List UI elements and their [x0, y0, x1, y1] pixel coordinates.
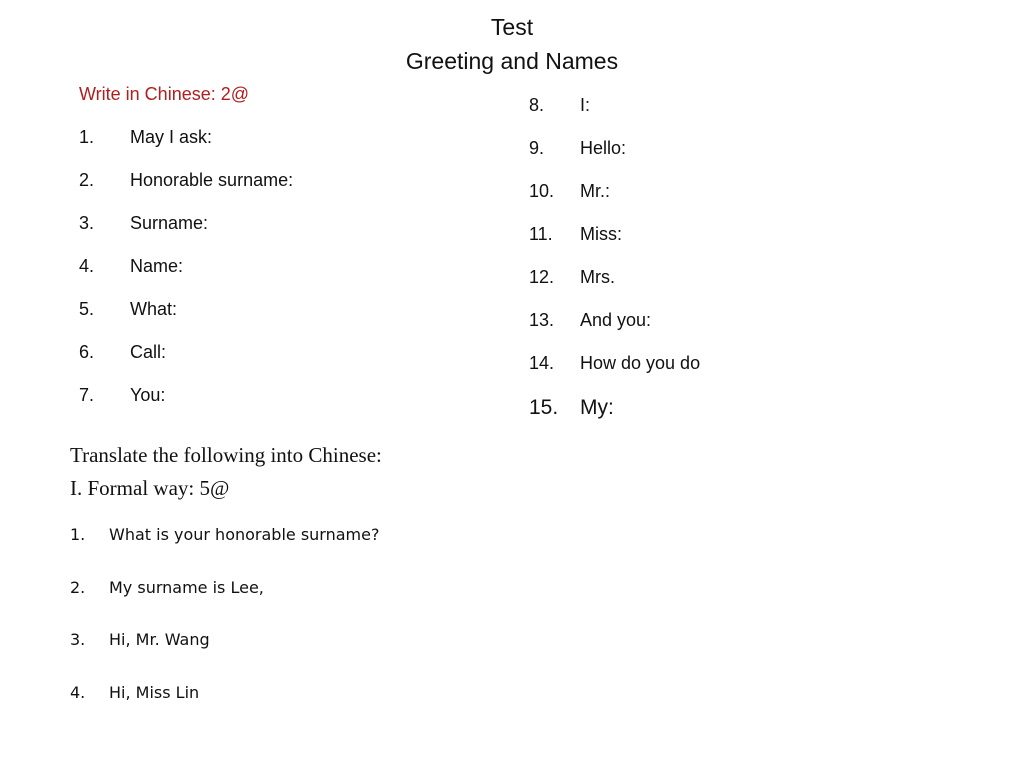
vocab-number: 14. — [529, 353, 555, 373]
vocab-text: I: — [580, 95, 591, 115]
vocab-text: You: — [130, 385, 166, 405]
vocab-number: 15. — [529, 396, 559, 419]
vocab-text: How do you do — [580, 353, 701, 373]
vocab-text: Name: — [130, 256, 184, 276]
vocab-number: 1. — [79, 127, 95, 147]
vocab-text: Mrs. — [580, 267, 615, 287]
vocab-text: Miss: — [580, 224, 622, 244]
section-heading-write-in-chinese: Write in Chinese: 2@ — [79, 84, 250, 104]
sentence-text: What is your honorable surname? — [109, 525, 380, 544]
sentence-text: Hi, Mr. Wang — [109, 630, 210, 649]
vocab-number: 10. — [529, 181, 555, 201]
vocab-text: And you: — [580, 310, 652, 330]
vocab-number: 5. — [79, 299, 95, 319]
sentence-number: 4. — [70, 683, 86, 702]
sentence-text: Hi, Miss Lin — [109, 683, 200, 702]
sentence-number: 2. — [70, 578, 86, 597]
vocab-text: May I ask: — [130, 127, 213, 147]
vocab-number: 12. — [529, 267, 555, 287]
vocab-number: 4. — [79, 256, 95, 276]
vocab-text: Hello: — [580, 138, 627, 158]
vocab-text: My: — [580, 396, 614, 419]
vocab-text: Honorable surname: — [130, 170, 294, 190]
vocab-number: 3. — [79, 213, 95, 233]
vocab-number: 6. — [79, 342, 95, 362]
vocab-number: 7. — [79, 385, 95, 405]
vocab-number: 11. — [529, 224, 553, 244]
vocab-number: 13. — [529, 310, 555, 330]
vocab-number: 9. — [529, 138, 545, 158]
vocab-text: Call: — [130, 342, 167, 362]
page-title-test: Test — [490, 14, 534, 40]
vocab-number: 8. — [529, 95, 545, 115]
sentence-number: 1. — [70, 525, 86, 544]
page-title-topic: Greeting and Names — [405, 48, 619, 74]
sentence-number: 3. — [70, 630, 86, 649]
vocab-number: 2. — [79, 170, 95, 190]
vocab-text: Surname: — [130, 213, 209, 233]
section-subheading-formal-way: I. Formal way: 5@ — [70, 476, 230, 500]
vocab-text: What: — [130, 299, 178, 319]
section-heading-translate: Translate the following into Chinese: — [70, 443, 382, 467]
sentence-text: My surname is Lee, — [109, 578, 264, 597]
vocab-text: Mr.: — [580, 181, 610, 201]
